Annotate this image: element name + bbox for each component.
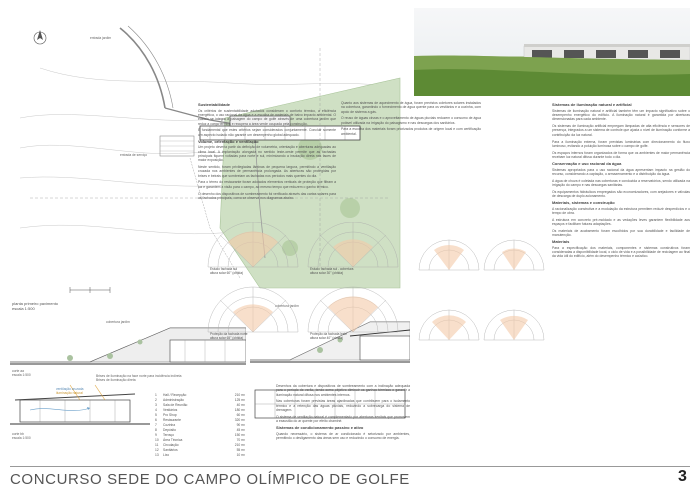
legend-area: 70 m² [236,438,245,442]
legend-number: 5 [155,413,157,417]
right-diagrams [414,150,548,380]
legend-number: 13 [155,453,159,457]
legend-area: 60 m² [236,413,245,417]
room-legend [155,393,245,458]
legend-area: 150 m² [234,433,245,437]
legend-area: 210 m² [234,443,245,447]
site-plan-caption-scale: escala 1:500 [12,305,35,311]
legend-area: 125 m² [234,398,245,402]
legend-area: 180 m² [234,408,245,412]
paragraph: Os materiais de acabamento foram escolhidos por sua durabilidade e facilidade de manutenção. [552,228,690,238]
legend-label: Terraço [163,433,174,437]
legend-area: 210 m² [234,393,245,397]
section-aa-scale: escala 1:500 [12,373,31,377]
paragraph: Desenhos da cobertura e dispositivos de sombreamento com a inclinação adequada para o período de verão, tendo como objetivo diminuir os ganhos térmicos e garantir a iluminação natural difusa nos ambientes internos. [276,384,410,397]
right-diagrams-drawing [414,150,548,380]
sun-diagrams [198,222,408,342]
legend-number: 6 [155,418,157,422]
paragraph: Para a iluminação externa, foram previstas luminárias com direcionamento do fluxo luminoso, evitando a poluição luminosa sobre o campo de golfe. [552,139,690,148]
sun-diagrams-drawing [198,222,408,342]
paragraph: É fundamental que estes critérios sejam considerados conjuntamente. Concluir somente um aspecto isolado não garante um desempenho global adequado. [198,128,336,137]
sun-caption-4 [310,333,405,341]
legend-label: Área Técnica [163,438,183,442]
far-right-text-column [552,101,690,261]
heading-conditioning: Sistemas de condicionamento passivo e ativo [276,424,364,430]
legend-area: 40 m² [236,403,245,407]
legend-row [155,453,245,458]
section-aa-label: corte aa [12,369,24,373]
sun-caption-1-line2: altura solar 60° (obtida) [210,270,244,275]
section-bb-label: corte bb [12,432,24,436]
paragraph: Sistemas de iluminação natural e artificial também têm um impacto significativo sobre o desempenho energético do edifício. A iluminação natural é garantida por aberturas dimensionadas para cada ambiente. [552,108,690,122]
paragraph: Os espaços internos foram organizados de forma que os ambientes de maior permanência recebam luz natural difusa durante todo o dia. [552,150,690,159]
right-text-column [341,101,481,139]
site-plan-caption-title: planta primeiro pavimento [12,301,59,306]
sun-caption-2-line1: Estudo fachada sul - cobertura [310,267,354,271]
sun-caption-2-line2: altura solar 30° (obtida) [310,270,344,275]
middle-text-bottom [276,384,410,443]
footer-rule [10,466,690,467]
paragraph: Os critérios de sustentabilidade adotados consideram o conforto térmico, a eficiência energética, o uso racional da água e a escolha de materiais de baixo impacto ambiental. O edifício se integra à paisagem do campo de golfe através de uma cobertura jardim que reduz a carga térmica e recupera a área verde ocupada pela construção. [198,108,336,126]
paragraph: Para a especificação dos materiais, componentes e sistemas construtivos foram consideradas a disponibilidade local, o ciclo de vida e a possibilidade de reciclagem ao final da vida útil do edifício, além do desempenho térmico e acústico. [552,245,690,259]
legend-label: Hall / Recepção [163,393,187,397]
legend-number: 8 [155,428,157,432]
heading-sustainability: Sustentabilidade [198,102,231,107]
middle-text-column [198,101,336,203]
site-plan-caption [12,302,132,311]
paragraph: Nas coberturas foram previstas áreas ajardinadas que contribuem para o isolamento térmico e a retenção das águas pluviais, reduzindo a sobrecarga do sistema de drenagem. [276,399,410,412]
page-number: 3 [678,468,687,485]
legend-label: Depósito [163,428,177,432]
sun-caption-1 [210,268,300,276]
section-aa-caption [12,369,31,377]
legend-label: Cozinha [163,423,176,427]
label-service-entrance: entrada de serviço [120,153,148,157]
legend-number: 7 [155,423,157,427]
paragraph: Para o térreo do restaurante foram adotados elementos verticais de proteção que filtram a luz e garantem a visão para o campo, ao mesmo tempo que reduzem o ganho térmico. [198,180,336,189]
paragraph: A estrutura em concreto pré-moldado e as vedações leves garantem flexibilidade aos espaços e facilitam futuras adaptações. [552,217,690,227]
heading-materials-systems: Materiais, sistemas e construção [552,199,615,205]
legend-area: 320 m² [234,418,245,422]
legend-label: Administração [163,398,184,402]
legend-number: 12 [155,448,159,452]
paragraph: Os sistemas de iluminação artificial empregam lâmpadas de alta eficiência e sensores de presença, integrados a um sistema de controle que ajusta o nível de iluminação conforme a contribuição da luz natural. [552,124,690,137]
paragraph: O reuso de águas cinzas e o aproveitamento de águas pluviais reduzem o consumo de água potável utilizada na irrigação do paisagismo e nas descargas dos sanitários. [341,116,481,125]
paragraph: Neste sentido, foram privilegiadas lâminas de pequena largura, permitindo a ventilação cruzada nos ambientes de permanência prolongada. As aberturas são protegidas por brises e beirais que sombreiam as fachadas nos períodos mais quentes do dia. [198,165,336,178]
heading-water: Conservação e uso racional da água [552,160,622,166]
heading-lighting: Sistemas de iluminação natural e artificial [552,102,632,107]
paragraph: Quanto aos sistemas de aquecimento de água, foram previstos coletores solares instalados na cobertura, garantindo o fornecimento de água quente para os vestiários e a cozinha, com apoio de sistema a gás. [341,101,481,114]
sun-caption-2 [310,268,405,276]
legend-area: 45 m² [236,428,245,432]
label-main-garden: cobertura jardim [275,304,299,308]
sun-caption-1-line1: Estudo fachada sul [210,267,238,271]
sun-caption-3-line1: Proteção da fachada norte [210,332,248,336]
paragraph: Sistemas apropriados para o uso racional da água apresentam impacto na gestão do recurso, considerando a captação, o armazenamento e a distribuição da água. [552,167,690,176]
sun-caption-3-line2: altura solar 65° (obtida) [210,335,244,340]
annotation-natural-light: iluminação natural [56,391,83,395]
sun-caption-4-line1: Proteção da fachada leste [310,332,348,336]
label-entrance-garden: entrada jardim [90,36,112,40]
legend-label: Lixo [163,453,170,457]
footer-title: CONCURSO SEDE DO CAMPO OLÍMPICO DE GOLFE [10,471,410,488]
legend-number: 1 [155,393,157,397]
legend-number: 4 [155,408,157,412]
heading-volume: Volume, orientação e ventilação [198,138,259,144]
annotation-brise-direct: Brises de iluminação direta [96,378,136,382]
render-image [414,8,690,96]
annotation-cross-ventilation: ventilação cruzada [56,387,84,391]
legend-label: Sala de Reunião [163,403,188,407]
section-bb-caption [12,432,31,440]
paragraph: A racionalização construtiva e a modulação da estrutura permitem reduzir desperdícios e o tempo de obra. [552,206,690,215]
legend-number: 3 [155,403,157,407]
legend-number: 10 [155,438,159,442]
paragraph: Um projeto deveria partir da definição de volumetria, orientação e aberturas adequadas ao clima local. A implantação alongada no sentido leste-oeste permite que as fachadas principais fiquem voltadas para norte e sul, minimizando a insolação direta nas faces de maior exposição. [198,145,336,163]
paragraph: A água de chuva é coletada nas coberturas e conduzida a reservatórios, sendo utilizada na irrigação do campo e nas descargas sanitárias. [552,178,690,187]
paragraph: Os equipamentos hidráulicos empregados são economizadores, com arejadores e válvulas de descarga de duplo acionamento. [552,189,690,199]
paragraph: Para a escolha dos materiais foram priorizados produtos de origem local e com certificação ambiental. [341,127,481,136]
paragraph: O sistema de ventilação natural é complementado por aberturas zenitais que promovem a exaustão do ar quente por efeito chaminé. [276,414,410,424]
legend-label: Sanitários [163,448,178,452]
sun-caption-4-line2: altura solar 40° (obtida) [310,335,344,340]
legend-number: 11 [155,443,159,447]
room-legend-list [155,393,245,458]
section-bb-scale: escala 1:500 [12,436,31,440]
paragraph: Quando necessário, o sistema de ar condicionado é setorizado por ambientes, permitindo o desligamento das áreas sem uso e reduzindo o consumo de energia. [276,431,410,440]
legend-label: Pro Shop [163,413,177,417]
section-bb-annotations [56,387,136,395]
section-bb-brise-notes [96,374,216,382]
legend-label: Vestiários [163,408,178,412]
paragraph: O desenho dos dispositivos de sombreamento foi verificado através das cartas solares para as fachadas principais, como se observa nos diagramas abaixo. [198,191,336,200]
heading-materials: Materiais [552,238,570,244]
section-aa-tag: cobertura jardim [106,320,130,324]
legend-area: 55 m² [236,448,245,452]
legend-number: 9 [155,433,157,437]
legend-label: Restaurante [163,418,181,422]
annotation-brise-north: Brises de iluminação na face norte para incidência indireta [96,374,182,378]
legend-area: 90 m² [236,423,245,427]
render-building [414,8,690,96]
legend-number: 2 [155,398,157,402]
legend-area: 10 m² [236,453,245,457]
legend-label: Circulação [163,443,179,447]
sun-caption-3 [210,333,300,341]
